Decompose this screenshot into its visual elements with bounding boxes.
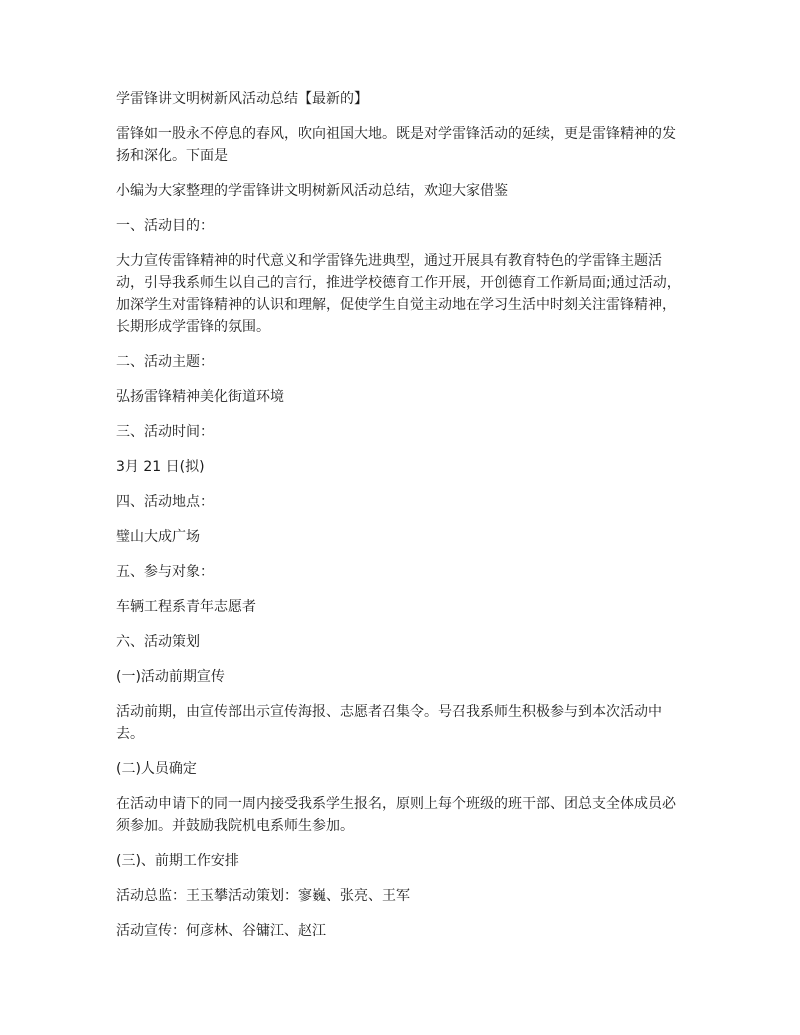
section-6-heading: 六、活动策划 — [116, 634, 200, 650]
subsection-2-body: 在活动申请下的同一周内接受我系学生报名，原则上每个班级的班干部、团总支全体成员必须参加。并鼓励我院机电系师生参加。 — [116, 796, 676, 834]
document-title: 学雷锋讲文明树新风活动总结【最新的】 — [116, 91, 368, 107]
section-3-body: 3月 21 日(拟) — [116, 459, 205, 475]
intro-paragraph-2: 小编为大家整理的学雷锋讲文明树新风活动总结，欢迎大家借鉴 — [116, 183, 508, 199]
staff-line-2: 活动宣传：何彦林、谷镛江、赵江 — [116, 923, 326, 939]
subsection-2-heading: (二)人员确定 — [116, 761, 197, 777]
section-4-body: 璧山大成广场 — [116, 529, 200, 545]
section-2-heading: 二、活动主题： — [116, 354, 214, 370]
section-4-heading: 四、活动地点： — [116, 494, 214, 510]
staff-line-1: 活动总监：王玉攀活动策划：寥巍、张亮、王军 — [116, 888, 410, 904]
section-3-heading: 三、活动时间： — [116, 424, 214, 440]
section-5-heading: 五、参与对象： — [116, 564, 214, 580]
section-5-body: 车辆工程系青年志愿者 — [116, 599, 256, 615]
subsection-1-body: 活动前期，由宣传部出示宣传海报、志愿者召集令。号召我系师生积极参与到本次活动中去。 — [116, 704, 662, 742]
intro-paragraph-1: 雷锋如一股永不停息的春风，吹向祖国大地。既是对学雷锋活动的延续，更是雷锋精神的发扬和深化。下面是 — [116, 126, 676, 164]
document-page — [116, 88, 688, 942]
subsection-1-heading: (一)活动前期宣传 — [116, 669, 225, 685]
section-1-body: 大力宣传雷锋精神的时代意义和学雷锋先进典型，通过开展具有教育特色的学雷锋主题活动，引导我系师生以自己的言行，推进学校德育工作开展，开创德育工作新局面;通过活动，加深学生对雷锋精神的认识和理解，促使学生自觉主动地在学习生活中时刻关注雷锋精神，长期形成学雷锋的氛围。 — [116, 253, 681, 335]
section-1-heading: 一、活动目的： — [116, 218, 214, 234]
subsection-3-heading: (三)、前期工作安排 — [116, 853, 239, 869]
section-2-body: 弘扬雷锋精神美化街道环境 — [116, 389, 284, 405]
